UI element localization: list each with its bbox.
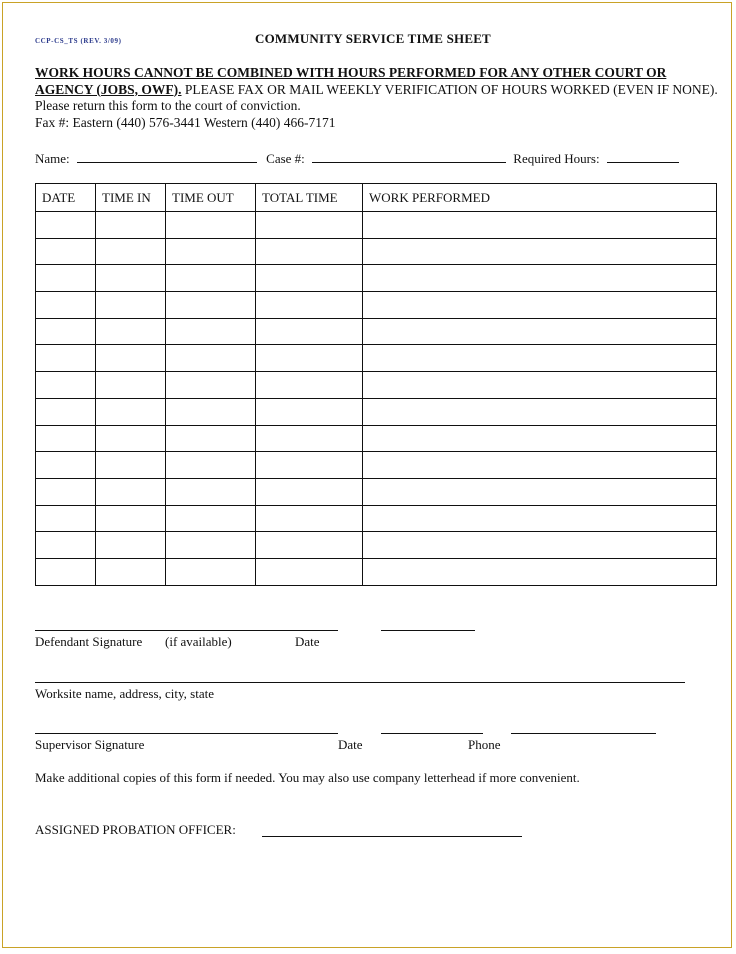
table-cell[interactable]: [96, 318, 166, 345]
table-row: [36, 532, 717, 559]
column-header: TOTAL TIME: [256, 184, 363, 212]
table-cell[interactable]: [166, 238, 256, 265]
supervisor-signature-line[interactable]: [35, 733, 338, 734]
table-cell[interactable]: [363, 425, 717, 452]
table-cell[interactable]: [363, 318, 717, 345]
table-cell[interactable]: [256, 292, 363, 319]
table-row: [36, 345, 717, 372]
table-cell[interactable]: [166, 372, 256, 399]
table-cell[interactable]: [363, 238, 717, 265]
table-cell[interactable]: [36, 318, 96, 345]
case-number-field[interactable]: [312, 150, 506, 163]
table-cell[interactable]: [36, 238, 96, 265]
worksite-label: Worksite name, address, city, state: [35, 686, 214, 701]
case-label: Case #:: [266, 151, 305, 166]
table-cell[interactable]: [363, 452, 717, 479]
table-cell[interactable]: [363, 372, 717, 399]
supervisor-date-line[interactable]: [381, 733, 483, 734]
table-cell[interactable]: [256, 558, 363, 585]
table-cell[interactable]: [256, 398, 363, 425]
table-cell[interactable]: [96, 505, 166, 532]
required-hours-label: Required Hours:: [513, 151, 600, 166]
table-cell[interactable]: [36, 292, 96, 319]
defendant-date-line[interactable]: [381, 630, 475, 631]
table-row: [36, 425, 717, 452]
table-cell[interactable]: [256, 452, 363, 479]
table-cell[interactable]: [36, 212, 96, 239]
header-fields: [35, 150, 679, 167]
table-cell[interactable]: [166, 265, 256, 292]
table-cell[interactable]: [36, 425, 96, 452]
table-cell[interactable]: [256, 265, 363, 292]
table-cell[interactable]: [256, 425, 363, 452]
required-hours-field[interactable]: [607, 150, 679, 163]
intro-text: [35, 65, 725, 131]
probation-officer-line[interactable]: [262, 836, 522, 837]
table-cell[interactable]: [363, 212, 717, 239]
copies-note: Make additional copies of this form if needed. You may also use company letterhead if more convenient.: [35, 770, 580, 785]
name-label: Name:: [35, 151, 70, 166]
table-cell[interactable]: [36, 452, 96, 479]
table-cell[interactable]: [256, 212, 363, 239]
column-header: TIME OUT: [166, 184, 256, 212]
table-cell[interactable]: [256, 532, 363, 559]
table-cell[interactable]: [96, 452, 166, 479]
form-code: CCP-CS_TS (REV. 3/09): [35, 37, 122, 45]
fax-numbers: Fax #: Eastern (440) 576-3441 Western (440) 466-7171: [35, 114, 336, 130]
table-cell[interactable]: [96, 558, 166, 585]
table-cell[interactable]: [363, 505, 717, 532]
table-cell[interactable]: [36, 558, 96, 585]
table-cell[interactable]: [166, 505, 256, 532]
table-cell[interactable]: [256, 318, 363, 345]
table-header-row: [36, 184, 717, 212]
table-cell[interactable]: [363, 532, 717, 559]
combined-hours-warning: WORK HOURS CANNOT BE COMBINED WITH HOURS PERFORMED FOR ANY OTHER COURT OR AGENCY (JOBS, OWF).: [35, 65, 667, 97]
column-header: DATE: [36, 184, 96, 212]
table-cell[interactable]: [96, 292, 166, 319]
table-cell[interactable]: [166, 318, 256, 345]
table-row: [36, 372, 717, 399]
time-sheet-page: [2, 2, 732, 948]
table-row: [36, 318, 717, 345]
table-cell[interactable]: [36, 372, 96, 399]
hours-log-table: [35, 183, 717, 586]
verification-instruction: PLEASE FAX OR MAIL WEEKLY VERIFICATION OF HOURS WORKED (EVEN IF NONE). Please return this form to the court of conviction.: [35, 81, 718, 113]
phone-label: Phone: [468, 737, 501, 752]
table-cell[interactable]: [36, 505, 96, 532]
table-cell[interactable]: [96, 478, 166, 505]
column-header: TIME IN: [96, 184, 166, 212]
table-cell[interactable]: [256, 372, 363, 399]
table-cell[interactable]: [36, 398, 96, 425]
table-row: [36, 558, 717, 585]
table-row: [36, 398, 717, 425]
table-cell[interactable]: [96, 212, 166, 239]
column-header: WORK PERFORMED: [363, 184, 717, 212]
table-body: [36, 212, 717, 586]
if-available-note: (if available): [165, 634, 232, 649]
table-row: [36, 505, 717, 532]
defendant-signature-line[interactable]: [35, 630, 338, 631]
table-cell[interactable]: [166, 292, 256, 319]
defendant-signature-label: Defendant Signature: [35, 634, 143, 649]
table-cell[interactable]: [166, 452, 256, 479]
table-cell[interactable]: [363, 345, 717, 372]
table-cell[interactable]: [96, 238, 166, 265]
table-cell[interactable]: [166, 425, 256, 452]
page-title: COMMUNITY SERVICE TIME SHEET: [255, 31, 491, 46]
table-row: [36, 212, 717, 239]
table-cell[interactable]: [363, 265, 717, 292]
supervisor-signature-label: Supervisor Signature: [35, 737, 145, 752]
table-cell[interactable]: [36, 345, 96, 372]
table-cell[interactable]: [36, 478, 96, 505]
table-cell[interactable]: [363, 292, 717, 319]
table-cell[interactable]: [96, 372, 166, 399]
table-row: [36, 478, 717, 505]
table-row: [36, 238, 717, 265]
table-row: [36, 452, 717, 479]
worksite-line[interactable]: [35, 682, 685, 683]
table-row: [36, 265, 717, 292]
name-field[interactable]: [77, 150, 257, 163]
table-cell[interactable]: [166, 212, 256, 239]
table-cell[interactable]: [363, 398, 717, 425]
table-cell[interactable]: [96, 265, 166, 292]
table-cell[interactable]: [96, 425, 166, 452]
table-cell[interactable]: [96, 532, 166, 559]
table-cell[interactable]: [166, 345, 256, 372]
table-cell[interactable]: [256, 345, 363, 372]
table-cell[interactable]: [96, 345, 166, 372]
table-cell[interactable]: [96, 398, 166, 425]
table-cell[interactable]: [256, 505, 363, 532]
table-cell[interactable]: [36, 532, 96, 559]
table-row: [36, 292, 717, 319]
supervisor-date-label: Date: [338, 737, 363, 752]
table-cell[interactable]: [166, 532, 256, 559]
defendant-date-label: Date: [295, 634, 320, 649]
table-cell[interactable]: [363, 478, 717, 505]
table-cell[interactable]: [363, 558, 717, 585]
table-cell[interactable]: [36, 265, 96, 292]
probation-officer-label: ASSIGNED PROBATION OFFICER:: [35, 822, 236, 837]
table-cell[interactable]: [166, 398, 256, 425]
table-cell[interactable]: [256, 478, 363, 505]
phone-line[interactable]: [511, 733, 656, 734]
table-cell[interactable]: [166, 558, 256, 585]
table-cell[interactable]: [256, 238, 363, 265]
table-cell[interactable]: [166, 478, 256, 505]
